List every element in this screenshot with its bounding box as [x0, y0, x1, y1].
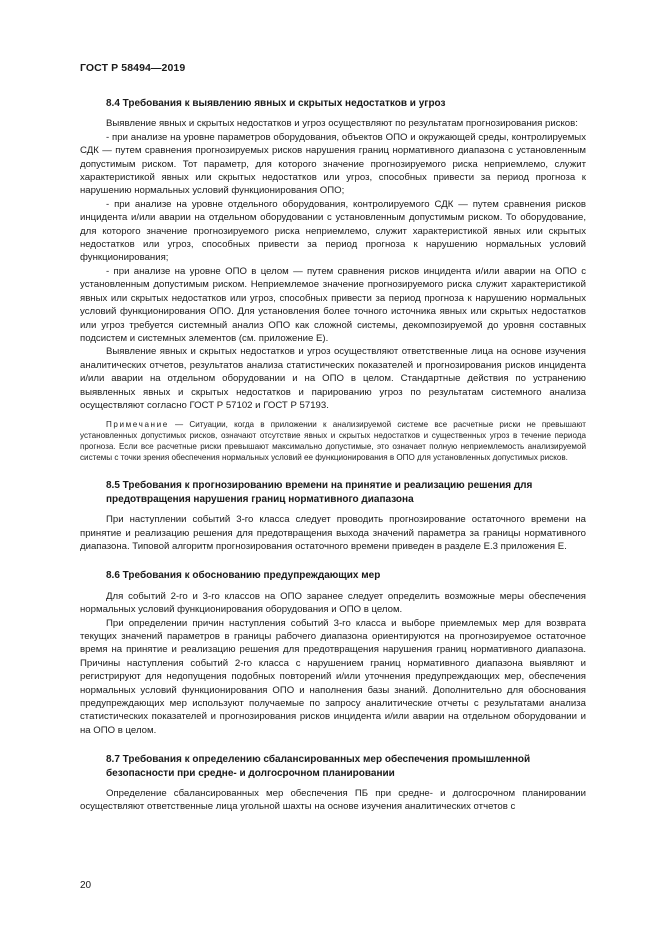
page-number: 20 [80, 880, 92, 891]
paragraph: Для событий 2-го и 3-го классов на ОПО заранее следует определить возможные меры обеспечения нормальных условий функционирования оборудования и ОПО в целом. [80, 590, 586, 616]
section-heading-8-4: 8.4 Требования к выявлению явных и скрытых недостатков и угроз [106, 98, 446, 109]
section-heading-8-7: 8.7 Требования к определению сбалансированных мер обеспечения промышленной безопасности при средне- и долгосрочном планировании [106, 754, 531, 779]
document-header: ГОСТ Р 58494—2019 [80, 62, 186, 74]
section-heading-8-5: 8.5 Требования к прогнозированию времени на принятие и реализацию решения для предотвращения нарушения границ нормативного диапазона [106, 480, 533, 505]
list-item: - при анализе на уровне ОПО в целом — путем сравнения рисков инцидента и/или аварии на ОПО с установленным допустимым риском. Неприемлемое значение прогнозируемого риска служит характеристикой явных или скрытых недостатков или угроз, способных привести за период прогноза к нарушению нормальных условий функционирования ОПО. Для установления более точного источника явных или скрытых недостатков или угроз требуется системный анализ ОПО как сложной системы, декомпозируемой до уровня составных подсистем и системных элементов (см. приложение Е). [80, 265, 586, 344]
paragraph: Выявление явных и скрытых недостатков и угроз осуществляют ответственные лица на основе изучения аналитических отчетов, результатов анализа статистических показателей и прогнозирования рисков инцидента и/или аварии на отдельном оборудовании и на ОПО в целом. Стандартные действия по устранению выявленных явных и скрытых недостатков и парированию угроз по результатам системного анализа осуществляют согласно ГОСТ Р 57102 и ГОСТ Р 57193. [80, 346, 586, 411]
paragraph: При наступлении событий 3-го класса следует проводить прогнозирование остаточного времени на принятие и реализацию решения для предотвращения выхода значений параметра за границы нормативного диапазона. Типовой алгоритм прогнозирования остаточного времени приведен в разделе Е.3 приложения Е. [80, 514, 586, 552]
paragraph: Определение сбалансированных мер обеспечения ПБ при средне- и долгосрочном планировании осуществляют ответственные лица угольной шахты на основе изучения аналитических отчетов с [80, 788, 586, 813]
list-item: - при анализе на уровне параметров оборудования, объектов ОПО и окружающей среды, контролируемых СДК — путем сравнения прогнозируемых рисков нарушения границ нормативного диапазона с установленным допустимым риском. Тот параметр, для которого значение прогнозируемого риска неприемлемо, служит характеристикой явных или скрытых недостатков или угроз, способных привести за период прогноза к нарушению нормальных условий функционирования ОПО; [80, 131, 586, 197]
list-item: - при анализе на уровне отдельного оборудования, контролируемого СДК — путем сравнения рисков инцидента и/или аварии на отдельном оборудовании с установленным допустимым риском. То оборудование, для которого значение прогнозируемого риска неприемлемо, служит характеристикой явных или скрытых недостатков или угроз, способных привести за период прогноза к нарушению нормальных условий функционирования; [80, 198, 586, 264]
document-body [80, 97, 586, 814]
note-text: — Ситуации, когда в приложении к анализируемой системе все расчетные риски не превышают установленных допустимых рисков, означают отсутствие явных и скрытых недостатков и существенных угроз в течение периода прогноза. Если все расчетные риски превышают максимально допустимые, это означает полную неприемлемость анализируемой системы с точки зрения обеспечения нормальных условий ее функционирования в ОПО для установленных допустимых рисков. [80, 420, 586, 463]
note [80, 419, 586, 463]
paragraph: Выявление явных и скрытых недостатков и угроз осуществляют по результатам прогнозирования рисков: [106, 118, 578, 130]
paragraph: При определении причин наступления событий 3-го класса и выборе приемлемых мер для возврата текущих значений параметров в границы рабочего диапазона ориентируются на прогнозируемое остаточное время на принятие и реализацию решения для предотвращения нарушения границ нормативного диапазона. Причины наступления событий 2-го класса с нарушением границ нормативного диапазона выявляют и регистрируют для недопущения подобных повторений и/или уточнения предупреждающих мер, обеспечения нормальных условий функционирования ОПО и наполнения базы знаний. Дополнительно для обоснования предупреждающих мер используют получаемые по запросу аналитические отчеты с результатами анализа статистических показателей и прогнозирования рисков инцидента и/или аварии на отдельном оборудовании и на ОПО в целом. [80, 617, 586, 736]
note-label: Примечание [106, 420, 169, 430]
section-heading-8-6: 8.6 Требования к обоснованию предупреждающих мер [106, 570, 381, 582]
